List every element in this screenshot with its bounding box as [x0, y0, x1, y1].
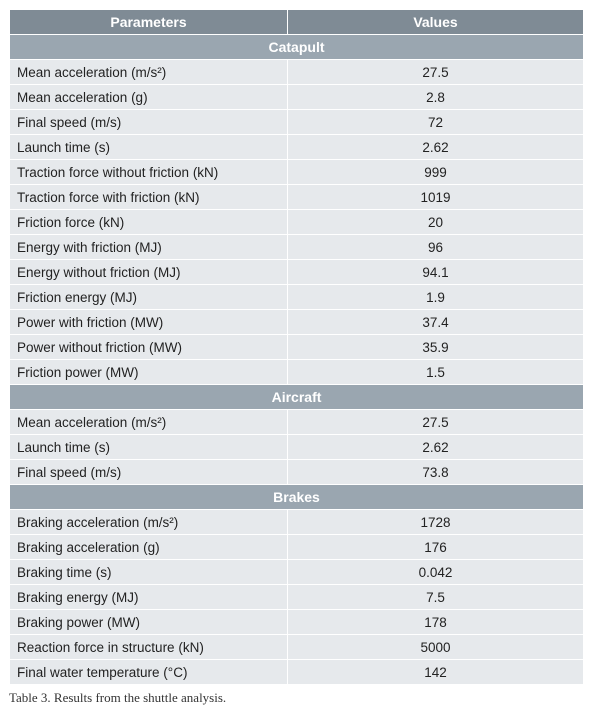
- section-row: [10, 385, 584, 410]
- table-row: [10, 185, 584, 210]
- table-row: [10, 460, 584, 485]
- value-cell: 7.5: [288, 585, 584, 610]
- value-cell: 5000: [288, 635, 584, 660]
- table-row: [10, 135, 584, 160]
- parameter-cell: Friction energy (MJ): [10, 285, 288, 310]
- value-cell: 176: [288, 535, 584, 560]
- parameter-cell: Traction force with friction (kN): [10, 185, 288, 210]
- parameter-cell: Launch time (s): [10, 135, 288, 160]
- table-row: [10, 585, 584, 610]
- parameter-cell: Traction force without friction (kN): [10, 160, 288, 185]
- value-cell: 999: [288, 160, 584, 185]
- parameter-cell: Final water temperature (°C): [10, 660, 288, 685]
- parameter-cell: Braking power (MW): [10, 610, 288, 635]
- table-body: [10, 35, 584, 685]
- table-row: [10, 160, 584, 185]
- table-row: [10, 560, 584, 585]
- parameter-cell: Braking acceleration (g): [10, 535, 288, 560]
- parameter-cell: Final speed (m/s): [10, 460, 288, 485]
- table-row: [10, 610, 584, 635]
- table-row: [10, 660, 584, 685]
- section-row: [10, 35, 584, 60]
- value-cell: 178: [288, 610, 584, 635]
- value-cell: 37.4: [288, 310, 584, 335]
- section-title: Aircraft: [10, 385, 584, 410]
- parameter-cell: Mean acceleration (m/s²): [10, 410, 288, 435]
- section-title: Brakes: [10, 485, 584, 510]
- value-cell: 1728: [288, 510, 584, 535]
- value-cell: 94.1: [288, 260, 584, 285]
- value-cell: 142: [288, 660, 584, 685]
- value-cell: 2.62: [288, 435, 584, 460]
- parameter-cell: Launch time (s): [10, 435, 288, 460]
- section-row: [10, 485, 584, 510]
- parameter-cell: Braking time (s): [10, 560, 288, 585]
- value-cell: 1.5: [288, 360, 584, 385]
- value-cell: 27.5: [288, 60, 584, 85]
- parameter-cell: Braking acceleration (m/s²): [10, 510, 288, 535]
- value-cell: 1.9: [288, 285, 584, 310]
- table-row: [10, 110, 584, 135]
- table-row: [10, 360, 584, 385]
- header-parameters: Parameters: [10, 10, 288, 35]
- table-caption: Table 3. Results from the shuttle analysis.: [9, 690, 227, 705]
- parameter-cell: Power with friction (MW): [10, 310, 288, 335]
- value-cell: 96: [288, 235, 584, 260]
- section-title: Catapult: [10, 35, 584, 60]
- parameter-cell: Energy with friction (MJ): [10, 235, 288, 260]
- parameter-cell: Energy without friction (MJ): [10, 260, 288, 285]
- header-values: Values: [288, 10, 584, 35]
- table-row: [10, 85, 584, 110]
- parameter-cell: Mean acceleration (g): [10, 85, 288, 110]
- parameter-cell: Mean acceleration (m/s²): [10, 60, 288, 85]
- table-row: [10, 635, 584, 660]
- table-row: [10, 210, 584, 235]
- parameter-cell: Final speed (m/s): [10, 110, 288, 135]
- table-row: [10, 435, 584, 460]
- value-cell: 20: [288, 210, 584, 235]
- table-row: [10, 310, 584, 335]
- value-cell: 73.8: [288, 460, 584, 485]
- value-cell: 1019: [288, 185, 584, 210]
- table-row: [10, 285, 584, 310]
- parameter-cell: Braking energy (MJ): [10, 585, 288, 610]
- parameter-cell: Friction power (MW): [10, 360, 288, 385]
- table-row: [10, 60, 584, 85]
- value-cell: 35.9: [288, 335, 584, 360]
- value-cell: 2.8: [288, 85, 584, 110]
- table-row: [10, 535, 584, 560]
- table-row: [10, 510, 584, 535]
- results-table: [9, 9, 584, 685]
- value-cell: 2.62: [288, 135, 584, 160]
- table-row: [10, 335, 584, 360]
- value-cell: 27.5: [288, 410, 584, 435]
- value-cell: 0.042: [288, 560, 584, 585]
- parameter-cell: Friction force (kN): [10, 210, 288, 235]
- parameter-cell: Reaction force in structure (kN): [10, 635, 288, 660]
- results-table-container: [9, 9, 583, 685]
- table-row: [10, 410, 584, 435]
- table-row: [10, 260, 584, 285]
- parameter-cell: Power without friction (MW): [10, 335, 288, 360]
- table-row: [10, 235, 584, 260]
- header-row: [10, 10, 584, 35]
- value-cell: 72: [288, 110, 584, 135]
